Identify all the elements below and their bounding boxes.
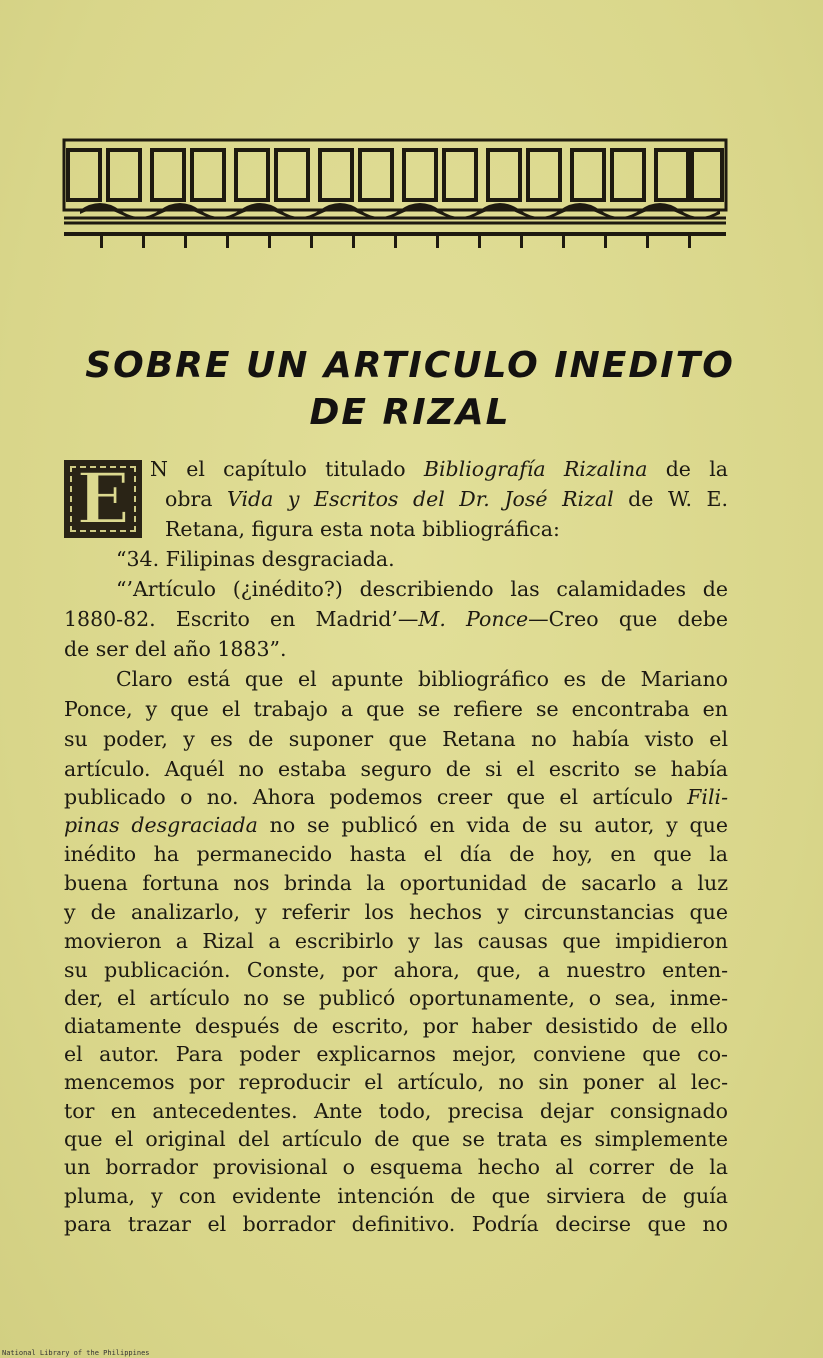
text-line: su poder, y es de suponer que Retana no había visto el: [64, 727, 728, 751]
text-line: publicado o no. Ahora podemos creer que el artículo Fili-: [64, 785, 728, 809]
drop-cap-letter: E: [76, 457, 130, 540]
library-footer-credit: National Library of the Philippines: [2, 1349, 150, 1357]
text-line: que el original del artículo de que se trata es simplemente: [64, 1127, 728, 1151]
text-line: diatamente después de escrito, por haber desistido de ello: [64, 1014, 728, 1038]
text-line: pluma, y con evidente intención de que sirviera de guía: [64, 1184, 728, 1208]
text-line: “34. Filipinas desgraciada.: [116, 547, 395, 571]
text-line: buena fortuna nos brinda la oportunidad de sacarlo a luz: [64, 871, 728, 895]
decorated-drop-cap: [64, 457, 142, 540]
text-line: Retana, figura esta nota bibliográfica:: [165, 517, 560, 541]
text-line: N el capítulo titulado Bibliografía Rizalina de la: [150, 457, 728, 481]
ornamental-header-band: [60, 130, 730, 260]
text-line: de ser del año 1883”.: [64, 637, 287, 661]
text-line: mencemos por reproducir el artículo, no sin poner al lec-: [64, 1070, 728, 1094]
text-line: Ponce, y que el trabajo a que se refiere se encontraba en: [64, 697, 728, 721]
text-line: artículo. Aquél no estaba seguro de si el escrito se había: [64, 757, 728, 781]
text-line: el autor. Para poder explicarnos mejor, conviene que co-: [64, 1042, 728, 1066]
text-line: pinas desgraciada no se publicó en vida de su autor, y que: [64, 813, 728, 837]
text-line: 1880-82. Escrito en Madrid’—M. Ponce—Creo que debe: [64, 607, 728, 631]
text-line: der, el artículo no se publicó oportunamente, o sea, inme-: [64, 986, 728, 1010]
text-line: inédito ha permanecido hasta el día de hoy, en que la: [64, 842, 728, 866]
text-line: su publicación. Conste, por ahora, que, a nuestro enten-: [64, 958, 728, 982]
text-line: para trazar el borrador definitivo. Podría decirse que no: [64, 1212, 728, 1236]
article-title-line-2: DE RIZAL: [309, 392, 511, 433]
text-line: tor en antecedentes. Ante todo, precisa dejar consignado: [64, 1099, 728, 1123]
text-line: movieron a Rizal a escribirlo y las causas que impidieron: [64, 929, 728, 953]
drop-cap-border: [70, 457, 136, 540]
text-line: “’Artículo (¿inédito?) describiendo las calamidades de: [116, 577, 728, 601]
text-line: y de analizarlo, y referir los hechos y circunstancias que: [64, 900, 728, 924]
article-title-line-1: SOBRE UN ARTICULO INEDITO: [85, 345, 735, 386]
text-line: obra Vida y Escritos del Dr. José Rizal de W. E.: [165, 487, 728, 511]
text-line: Claro está que el apunte bibliográfico es de Mariano: [116, 667, 728, 691]
text-line: un borrador provisional o esquema hecho al correr de la: [64, 1155, 728, 1179]
